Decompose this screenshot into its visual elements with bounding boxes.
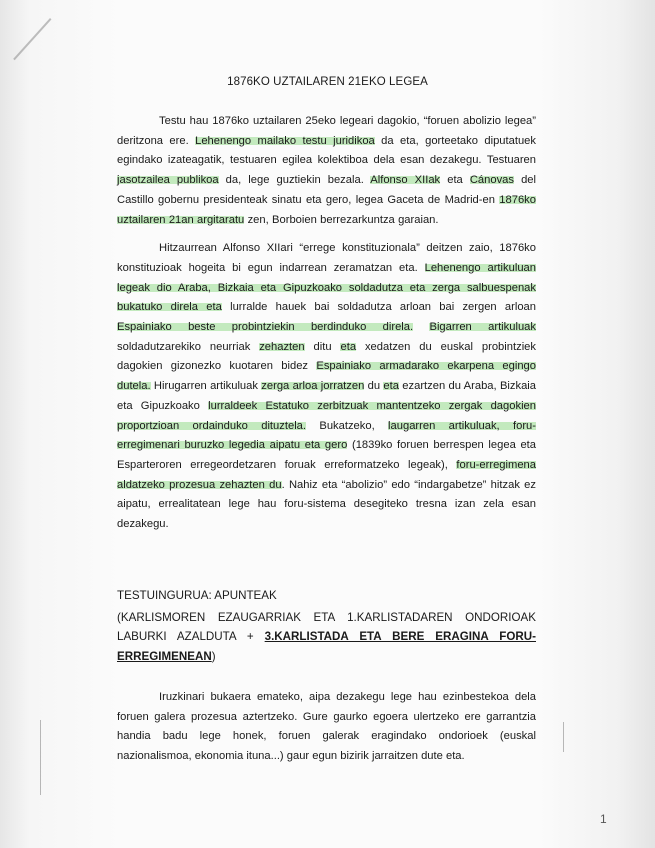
document-body (117, 112, 536, 535)
section-subheading-prefix: (KARLISMOREN EZAUGARRIAK ETA 1.KARLISTADAREN ONDORIOAK LABURKI AZALDUTA + (117, 610, 536, 643)
highlighted-text: Alfonso XIIak (370, 174, 441, 187)
text-segment: du (364, 380, 384, 393)
text-segment: ditu (304, 340, 341, 353)
paragraph-intro (117, 112, 536, 230)
highlighted-text: foru-erregimena aldatzeko prozesua zehazten du (117, 458, 536, 491)
text-segment: lurralde hauek bai soldadutza arloan bai zergen arloan (221, 301, 536, 314)
highlighted-text: lurraldeek Estatuko zerbitzuak mantentzeko zergak dagokien proportzioan ordainduko dituztela. (117, 399, 536, 432)
text-segment: Bukatzeko, (306, 419, 389, 432)
section-subheading-emphasis: 3.KARLISTADA ETA BERE ERAGINA FORU-ERREGIMENEAN (117, 630, 536, 663)
paper-fold-mark (13, 18, 51, 60)
text-segment: xedatzen du euskal probintziek dagokien gizonezko kuotaren bidez (117, 340, 536, 373)
highlighted-text: jasotzailea publikoa (117, 174, 219, 187)
context-section (117, 586, 536, 666)
section-heading: TESTUINGURUA: APUNTEAK (117, 589, 277, 602)
paragraph-closing: Iruzkinari bukaera emateko, aipa dezakegu lege hau ezinbestekoa dela foruen galera prozesua aztertzeko. Gure gaurko egoera ulertzeko ere garrantzia handia badu lege honek, foruen galerak eragindako ondorioek (euskal nazionalismoa, ekonomia ituna...) gaur egun bizirik jarraitzen dute eta. (117, 691, 536, 762)
highlighted-text: Lehenengo artikuluan legeak dio Araba, Bizkaia eta Gipuzkoako soldadutza eta zerga salbuespenak bukatuko direla eta (117, 261, 536, 314)
highlighted-text: eta (383, 380, 399, 393)
highlighted-text: laugarren artikuluak, foru-erregimenari buruzko legedia aipatu eta gero (117, 419, 536, 452)
text-segment: da, lege guztiekin bezala. (218, 174, 371, 187)
section-subheading-suffix: ) (211, 649, 216, 663)
page-number: 1 (600, 812, 607, 826)
highlighted-text: eta (340, 340, 357, 353)
text-segment: . Nahiz eta “abolizio” edo “indargabetze” hitzak ez aipatu, errealitatean lege hau foru-sistema desegiteko tresna izan zela esan dezakegu. (117, 478, 536, 531)
text-segment: (1839ko foruen berrespen legea eta Esparteroren erregeordetzaren foruak erreformatzeko legeak), (117, 439, 536, 471)
section-subheading (117, 608, 536, 667)
text-segment: Hitzaurrean Alfonso XIIari “errege konstituzionala” deitzen zaio, 1876ko konstituzioak hogeita bi egun indarrean zeramatzan eta. (117, 242, 536, 274)
highlighted-text: 1876ko uztailaren 21an argitaratu (117, 193, 536, 226)
text-segment: zen, Borboien berrezarkuntza garaian. (244, 213, 439, 226)
highlighted-text: zehazten (259, 340, 305, 353)
text-segment: ezartzen du Araba, Bizkaia eta Gipuzkoako (117, 380, 537, 412)
text-segment: Testu hau 1876ko uztailaren 25eko legeari dagokio, “foruen abolizio legea” deritzona ere. (117, 115, 536, 147)
text-segment: da eta, gorteetako diputatuek egindako izateagatik, testuaren egilea kolektiboa dela esan dezakegu. Testuaren (117, 134, 536, 167)
highlighted-text: Espainiako beste probintziekin berdinduko direla. (117, 321, 414, 334)
highlighted-text: Lehenengo mailako testu juridikoa (195, 134, 375, 147)
document-title: 1876KO UZTAILAREN 21EKO LEGEA (227, 76, 428, 88)
highlighted-text: Bigarren artikuluak (429, 321, 536, 334)
paragraph-analysis (117, 239, 536, 535)
highlighted-text: Espainiako armadarako ekarpena egingo dutela. (117, 360, 536, 393)
highlighted-text: zerga arloa jorratzen (261, 380, 365, 393)
text-segment: del Castillo gobernu presidenteak sinatu eta gero, legea Gaceta de Madrid-en (117, 174, 536, 206)
highlighted-text: Cánovas (469, 174, 514, 187)
scan-edge-mark-right (563, 722, 564, 752)
scan-edge-mark-left (40, 720, 41, 795)
text-segment: soldadutzarekiko neurriak (117, 340, 260, 353)
text-segment (413, 321, 429, 333)
text-segment: eta (440, 174, 470, 187)
text-segment: Hirugarren artikuluak (150, 380, 262, 393)
